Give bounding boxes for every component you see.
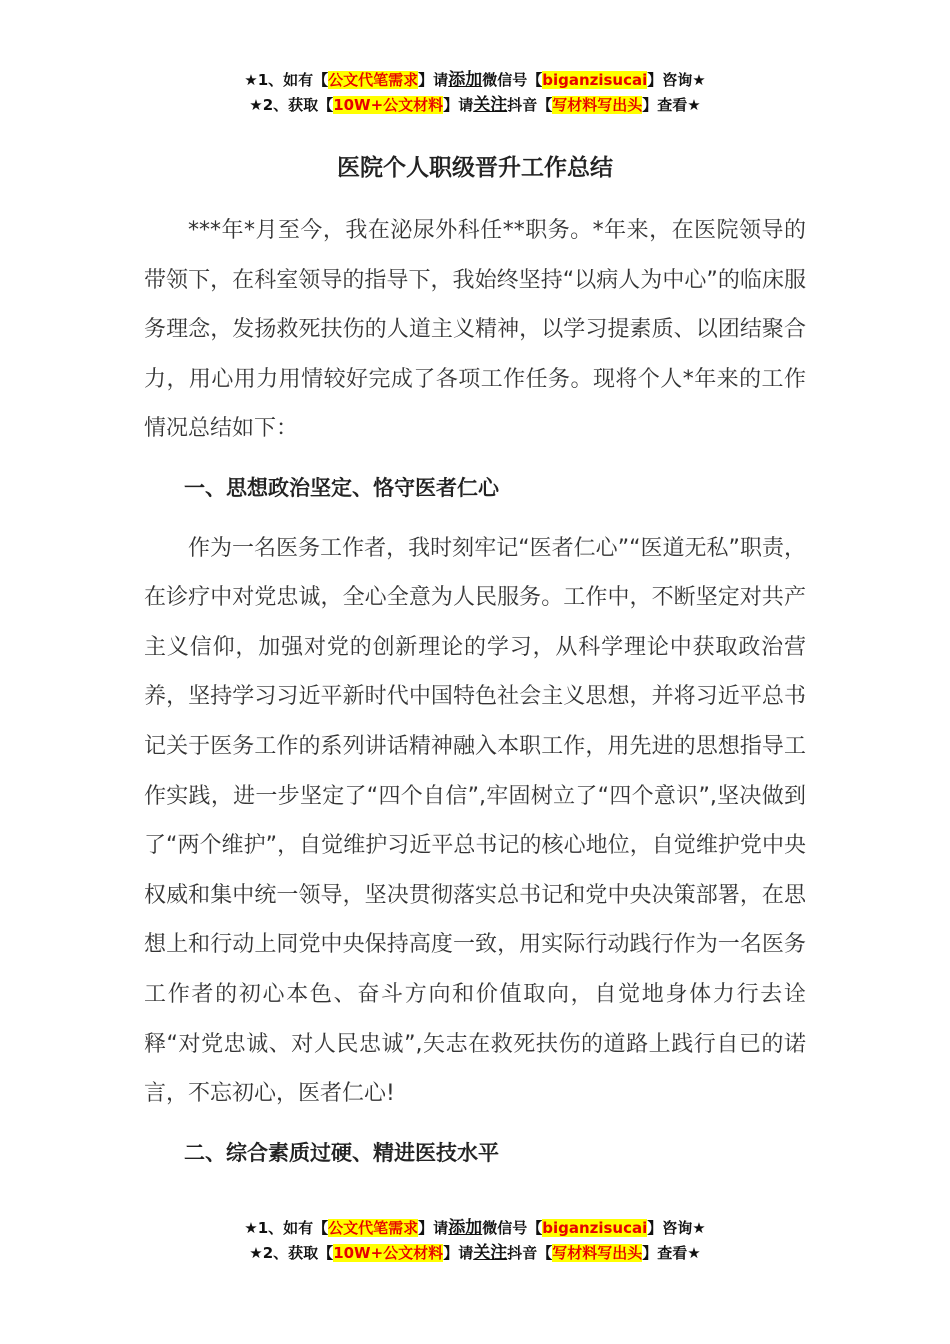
promo-highlight: 公文代笔需求 [328,1219,419,1237]
promo-text: 】查看★ [642,1244,701,1262]
promo-banner-bottom [0,1216,950,1266]
promo-text: ★2、获取【 [249,1244,334,1262]
promo-highlight: 公文代笔需求 [328,71,419,89]
promo-emphasis: 添加 [448,1218,483,1238]
promo-highlight: biganzisucai [542,71,648,89]
promo-text: 抖音【 [507,96,553,114]
intro-paragraph: ***年*月至今，我在泌尿外科任**职务。*年来，在医院领导的带领下，在科室领导的指导下，我始终坚持“以病人为中心”的临床服务理念，发扬救死扶伤的人道主义精神，以学习提素质、以团结聚合力，用心用力用情较好完成了各项工作任务。现将个人*年来的工作情况总结如下： [144,218,806,442]
promo-highlight: 10W+公文材料 [333,1244,444,1262]
promo-text: 】请 [418,71,449,89]
section-1-paragraph: 作为一名医务工作者，我时刻牢记“医者仁心”“医道无私”职责，在诊疗中对党忠诚，全心全意为人民服务。工作中，不断坚定对共产主义信仰，加强对党的创新理论的学习，从科学理论中获取政治营养，坚持学习习近平新时代中国特色社会主义思想，并将习近平总书记关于医务工作的系列讲话精神融入本职工作，用先进的思想指导工作实践，进一步坚定了“四个自信”,牢固树立了“四个意识”,坚决做到了“两个维护”，自觉维护习近平总书记的核心地位，自觉维护党中央权威和集中统一领导，坚决贯彻落实总书记和党中央决策部署，在思想上和行动上同党中央保持高度一致，用实际行动践行作为一名医务工作者的初心本色、奋斗方向和价值取向，自觉地身体力行去诠释“对党忠诚、对人民忠诚”,矢志在救死扶伤的道路上践行自已的诺言，不忘初心，医者仁心! [144,535,806,1107]
promo-highlight: 写材料写出头 [552,1244,643,1262]
promo-text: 】咨询★ [647,1219,706,1237]
promo-emphasis: 关注 [473,95,508,115]
promo-line-1 [0,68,950,93]
promo-line-2 [0,1241,950,1266]
promo-text: 抖音【 [507,1244,553,1262]
promo-text: 】请 [443,1244,474,1262]
promo-banner-top [0,68,950,118]
document-title: 医院个人职级晋升工作总结 [337,155,613,181]
promo-text: 】查看★ [642,96,701,114]
promo-text: 】咨询★ [647,71,706,89]
promo-emphasis: 关注 [473,1243,508,1263]
section-1-heading: 一、思想政治坚定、恪守医者仁心 [184,475,499,500]
promo-text: 】请 [443,96,474,114]
promo-emphasis: 添加 [448,70,483,90]
promo-text: ★2、获取【 [249,96,334,114]
promo-highlight: 10W+公文材料 [333,96,444,114]
promo-text: 微信号【 [482,71,543,89]
promo-highlight: 写材料写出头 [552,96,643,114]
promo-text: ★1、如有【 [244,71,329,89]
promo-line-2 [0,93,950,118]
section-2-heading: 二、综合素质过硬、精进医技水平 [184,1140,499,1165]
promo-line-1 [0,1216,950,1241]
promo-highlight: biganzisucai [542,1219,648,1237]
promo-text: 】请 [418,1219,449,1237]
promo-text: 微信号【 [482,1219,543,1237]
document-body [144,206,806,1188]
promo-text: ★1、如有【 [244,1219,329,1237]
